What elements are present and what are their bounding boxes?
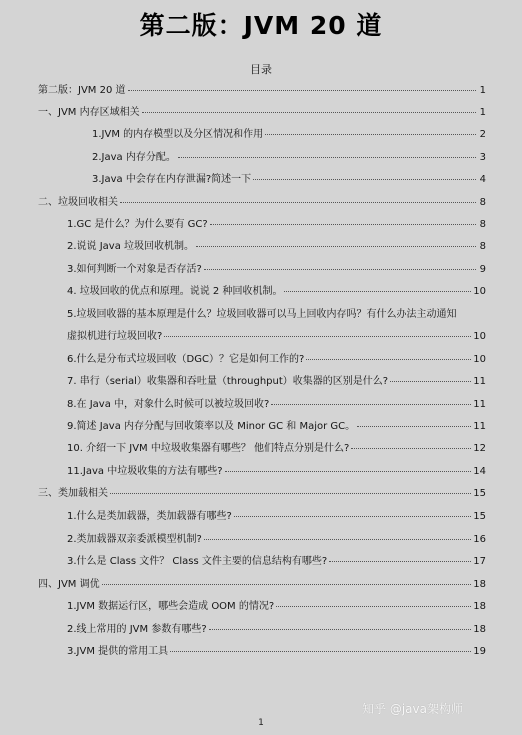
toc-leader bbox=[209, 629, 472, 630]
toc-entry[interactable] bbox=[38, 487, 486, 501]
toc-leader bbox=[271, 404, 471, 405]
toc-leader bbox=[265, 134, 476, 135]
toc-page-number: 17 bbox=[473, 556, 486, 567]
toc-page-number: 10 bbox=[473, 354, 486, 365]
toc-entry-text: 5.垃圾回收器的基本原理是什么？垃圾回收器可以马上回收内存吗？有什么办法主动通知 bbox=[67, 309, 457, 320]
toc-entry-text: 7. 串行（serial）收集器和吞吐量（throughput）收集器的区别是什么? bbox=[67, 376, 389, 387]
toc-leader bbox=[110, 493, 471, 494]
toc-page-number: 11 bbox=[473, 399, 486, 410]
toc-entry-text: 4. 垃圾回收的优点和原理。说说 2 种回收机制。 bbox=[67, 286, 283, 297]
toc-entry[interactable] bbox=[67, 533, 486, 547]
toc-entry[interactable] bbox=[67, 600, 486, 614]
document-title: 第二版：JVM 20 道 bbox=[139, 11, 383, 40]
toc-page-number: 1 bbox=[479, 107, 486, 118]
toc-entry-text: 2.Java 内存分配。 bbox=[92, 152, 176, 163]
toc-page-number: 19 bbox=[473, 646, 486, 657]
toc-entry[interactable] bbox=[67, 263, 486, 277]
toc-entry[interactable] bbox=[92, 173, 486, 187]
toc-page-number: 8 bbox=[479, 241, 486, 252]
toc-leader bbox=[204, 269, 476, 270]
toc-leader bbox=[204, 539, 471, 540]
toc-leader bbox=[210, 224, 476, 225]
toc-page-number: 8 bbox=[479, 197, 486, 208]
toc-leader bbox=[142, 112, 476, 113]
toc-page-number: 8 bbox=[479, 219, 486, 230]
toc-page-number: 11 bbox=[473, 376, 486, 387]
toc-entry-text: 二、垃圾回收相关 bbox=[38, 197, 118, 208]
toc-entry[interactable] bbox=[67, 353, 486, 367]
toc-entry-text: 1.GC 是什么？为什么要有 GC? bbox=[67, 219, 208, 230]
toc-entry-text: 8.在 Java 中，对象什么时候可以被垃圾回收? bbox=[67, 399, 270, 410]
toc-entry-text: 2.线上常用的 JVM 参数有哪些? bbox=[67, 624, 207, 635]
toc-entry-text: 11.Java 中垃圾收集的方法有哪些? bbox=[67, 466, 223, 477]
toc-entry-text: 2.类加载器双亲委派模型机制? bbox=[67, 534, 202, 545]
toc-entry[interactable] bbox=[67, 285, 486, 299]
toc-entry-text: 1.JVM 数据运行区，哪些会造成 OOM 的情况? bbox=[67, 601, 275, 612]
toc-page-number: 4 bbox=[479, 174, 486, 185]
toc-entry[interactable] bbox=[67, 398, 486, 412]
toc-page-number: 3 bbox=[479, 152, 486, 163]
toc-entry-text: 10. 介绍一下 JVM 中垃圾收集器有哪些？ 他们特点分别是什么? bbox=[67, 443, 350, 454]
toc-page-number: 15 bbox=[473, 488, 486, 499]
toc-page-number: 10 bbox=[473, 286, 486, 297]
toc-leader bbox=[390, 381, 471, 382]
toc-heading: 目录 bbox=[250, 63, 272, 76]
toc-page-number: 9 bbox=[479, 264, 486, 275]
toc-page-number: 2 bbox=[479, 129, 486, 140]
toc-leader bbox=[234, 516, 471, 517]
toc-page-number: 18 bbox=[473, 601, 486, 612]
toc-entry-text: 3.如何判断一个对象是否存活? bbox=[67, 264, 202, 275]
toc-entry[interactable] bbox=[92, 128, 486, 142]
toc-leader bbox=[178, 157, 476, 158]
toc-entry[interactable] bbox=[38, 578, 486, 592]
toc-leader bbox=[225, 471, 472, 472]
toc-page-number: 18 bbox=[473, 579, 486, 590]
toc-entry-text: 3.什么是 Class 文件？ Class 文件主要的信息结构有哪些? bbox=[67, 556, 328, 567]
toc-entry-text: 一、JVM 内存区域相关 bbox=[38, 107, 140, 118]
toc-leader bbox=[276, 606, 471, 607]
toc-page-number: 12 bbox=[473, 443, 486, 454]
toc-entry[interactable] bbox=[67, 420, 486, 434]
toc-entry-text: 1.JVM 的内存模型以及分区情况和作用 bbox=[92, 129, 264, 140]
toc-entry[interactable] bbox=[67, 308, 486, 322]
toc-page-number: 16 bbox=[473, 534, 486, 545]
toc-entry[interactable] bbox=[67, 240, 486, 254]
toc-leader bbox=[164, 336, 471, 337]
watermark: 知乎 @java架构师 bbox=[362, 702, 463, 716]
toc-leader bbox=[120, 202, 476, 203]
toc-entry[interactable] bbox=[92, 151, 486, 165]
toc-entry-text: 6.什么是分布式垃圾回收（DGC）？它是如何工作的? bbox=[67, 354, 305, 365]
toc-page-number: 10 bbox=[473, 331, 486, 342]
toc-entry-text: 9.简述 Java 内存分配与回收策率以及 Minor GC 和 Major GC。 bbox=[67, 421, 356, 432]
toc-leader bbox=[102, 584, 472, 585]
toc-entry[interactable] bbox=[67, 645, 486, 659]
toc-leader bbox=[253, 179, 476, 180]
toc-entry-text: 3.JVM 提供的常用工具 bbox=[67, 646, 169, 657]
toc-leader bbox=[357, 426, 471, 427]
toc-entry[interactable] bbox=[38, 84, 486, 98]
toc-entry-text: 3.Java 中会存在内存泄漏?简述一下 bbox=[92, 174, 252, 185]
toc-leader bbox=[306, 359, 471, 360]
toc-leader bbox=[128, 90, 477, 91]
toc-entry[interactable] bbox=[38, 196, 486, 210]
toc-entry-text: 虚拟机进行垃圾回收? bbox=[67, 331, 163, 342]
toc-page-number: 11 bbox=[473, 421, 486, 432]
toc-entry-text: 四、JVM 调优 bbox=[38, 579, 100, 590]
toc-entry[interactable] bbox=[67, 218, 486, 232]
toc-entry[interactable] bbox=[38, 106, 486, 120]
toc-entry-text: 2.说说 Java 垃圾回收机制。 bbox=[67, 241, 195, 252]
page-number: 1 bbox=[258, 718, 264, 728]
toc-entry-text: 1.什么是类加载器，类加载器有哪些? bbox=[67, 511, 232, 522]
toc-page-number: 1 bbox=[479, 85, 486, 96]
toc-entry-text: 第二版：JVM 20 道 bbox=[38, 85, 126, 96]
toc-entry-text: 三、类加载相关 bbox=[38, 488, 108, 499]
toc-leader bbox=[170, 651, 471, 652]
toc-leader bbox=[196, 246, 476, 247]
toc-page-number: 15 bbox=[473, 511, 486, 522]
toc-entry[interactable] bbox=[67, 623, 486, 637]
toc-page-number: 14 bbox=[473, 466, 486, 477]
toc-entry[interactable] bbox=[67, 442, 486, 456]
toc-leader bbox=[351, 448, 471, 449]
toc-entry[interactable] bbox=[67, 510, 486, 524]
toc-entry[interactable] bbox=[67, 465, 486, 479]
toc-entry-continuation[interactable] bbox=[67, 330, 486, 344]
toc-entry[interactable] bbox=[67, 555, 486, 569]
toc-page-number: 18 bbox=[473, 624, 486, 635]
toc-leader bbox=[284, 291, 471, 292]
toc-leader bbox=[329, 561, 471, 562]
toc-entry[interactable] bbox=[67, 375, 486, 389]
